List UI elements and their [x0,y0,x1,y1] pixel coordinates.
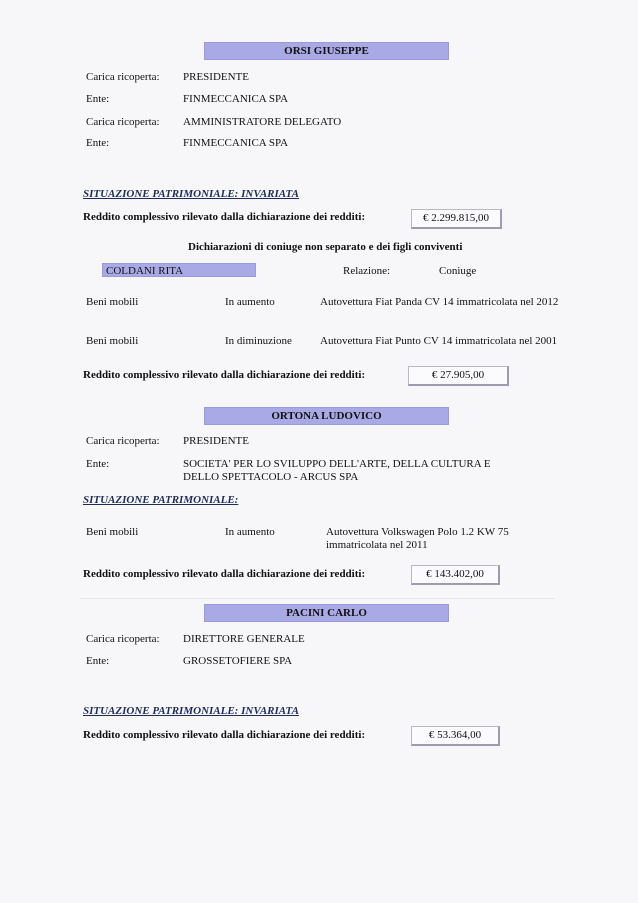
reddito-value-box: € 2.299.815,00 [411,209,502,229]
person-name-bar: ORTONA LUDOVICO [204,407,449,425]
relazione-value: Coniuge [439,265,477,277]
coniuge-header: Dichiarazioni di coniuge non separato e dei figli conviventi [188,241,463,253]
ente-value: FINMECCANICA SPA [183,93,289,105]
reddito-value-box: € 27.905,00 [408,366,509,386]
carica-label: Carica ricoperta: [86,116,160,128]
beni-tipo: Beni mobili [86,526,139,538]
reddito-label: Reddito complessivo rilevato dalla dichiarazione dei redditi: [83,369,366,381]
situazione-patrimoniale: SITUAZIONE PATRIMONIALE: INVARIATA [83,705,299,717]
beni-stato: In aumento [225,296,275,308]
ente-label: Ente: [86,137,110,149]
carica-value: AMMINISTRATORE DELEGATO [183,116,342,128]
ente-value: GROSSETOFIERE SPA [183,655,293,667]
carica-value: PRESIDENTE [183,71,249,83]
ente-label: Ente: [86,655,110,667]
carica-label: Carica ricoperta: [86,435,160,447]
carica-label: Carica ricoperta: [86,633,160,645]
ente-value: SOCIETA' PER LO SVILUPPO DELL'ARTE, DELLA CULTURA E DELLO SPETTACOLO - ARCUS SPA [183,458,491,483]
divider [80,598,555,599]
beni-descrizione: Autovettura Volkswagen Polo 1.2 KW 75 immatricolata nel 2011 [326,526,509,551]
reddito-label: Reddito complessivo rilevato dalla dichiarazione dei redditi: [83,729,366,741]
beni-stato: In aumento [225,526,275,538]
reddito-value-box: € 143.402,00 [411,565,500,585]
beni-stato: In diminuzione [225,335,292,347]
ente-label: Ente: [86,93,110,105]
reddito-label: Reddito complessivo rilevato dalla dichiarazione dei redditi: [83,211,366,223]
relazione-label: Relazione: [343,265,391,277]
ente-label: Ente: [86,458,110,470]
beni-descrizione: Autovettura Fiat Punto CV 14 immatricolata nel 2001 [320,335,558,347]
beni-tipo: Beni mobili [86,296,139,308]
carica-value: PRESIDENTE [183,435,249,447]
carica-label: Carica ricoperta: [86,71,160,83]
carica-value: DIRETTORE GENERALE [183,633,305,645]
situazione-patrimoniale: SITUAZIONE PATRIMONIALE: [83,494,239,506]
person-name-bar: ORSI GIUSEPPE [204,42,449,60]
beni-descrizione: Autovettura Fiat Panda CV 14 immatricolata nel 2012 [320,296,559,308]
reddito-value-box: € 53.364,00 [411,726,500,746]
reddito-label: Reddito complessivo rilevato dalla dichiarazione dei redditi: [83,568,366,580]
beni-tipo: Beni mobili [86,335,139,347]
person-name-bar: PACINI CARLO [204,604,449,622]
situazione-patrimoniale: SITUAZIONE PATRIMONIALE: INVARIATA [83,188,299,200]
ente-value: FINMECCANICA SPA [183,137,289,149]
spouse-name-bar: COLDANI RITA [102,263,256,277]
